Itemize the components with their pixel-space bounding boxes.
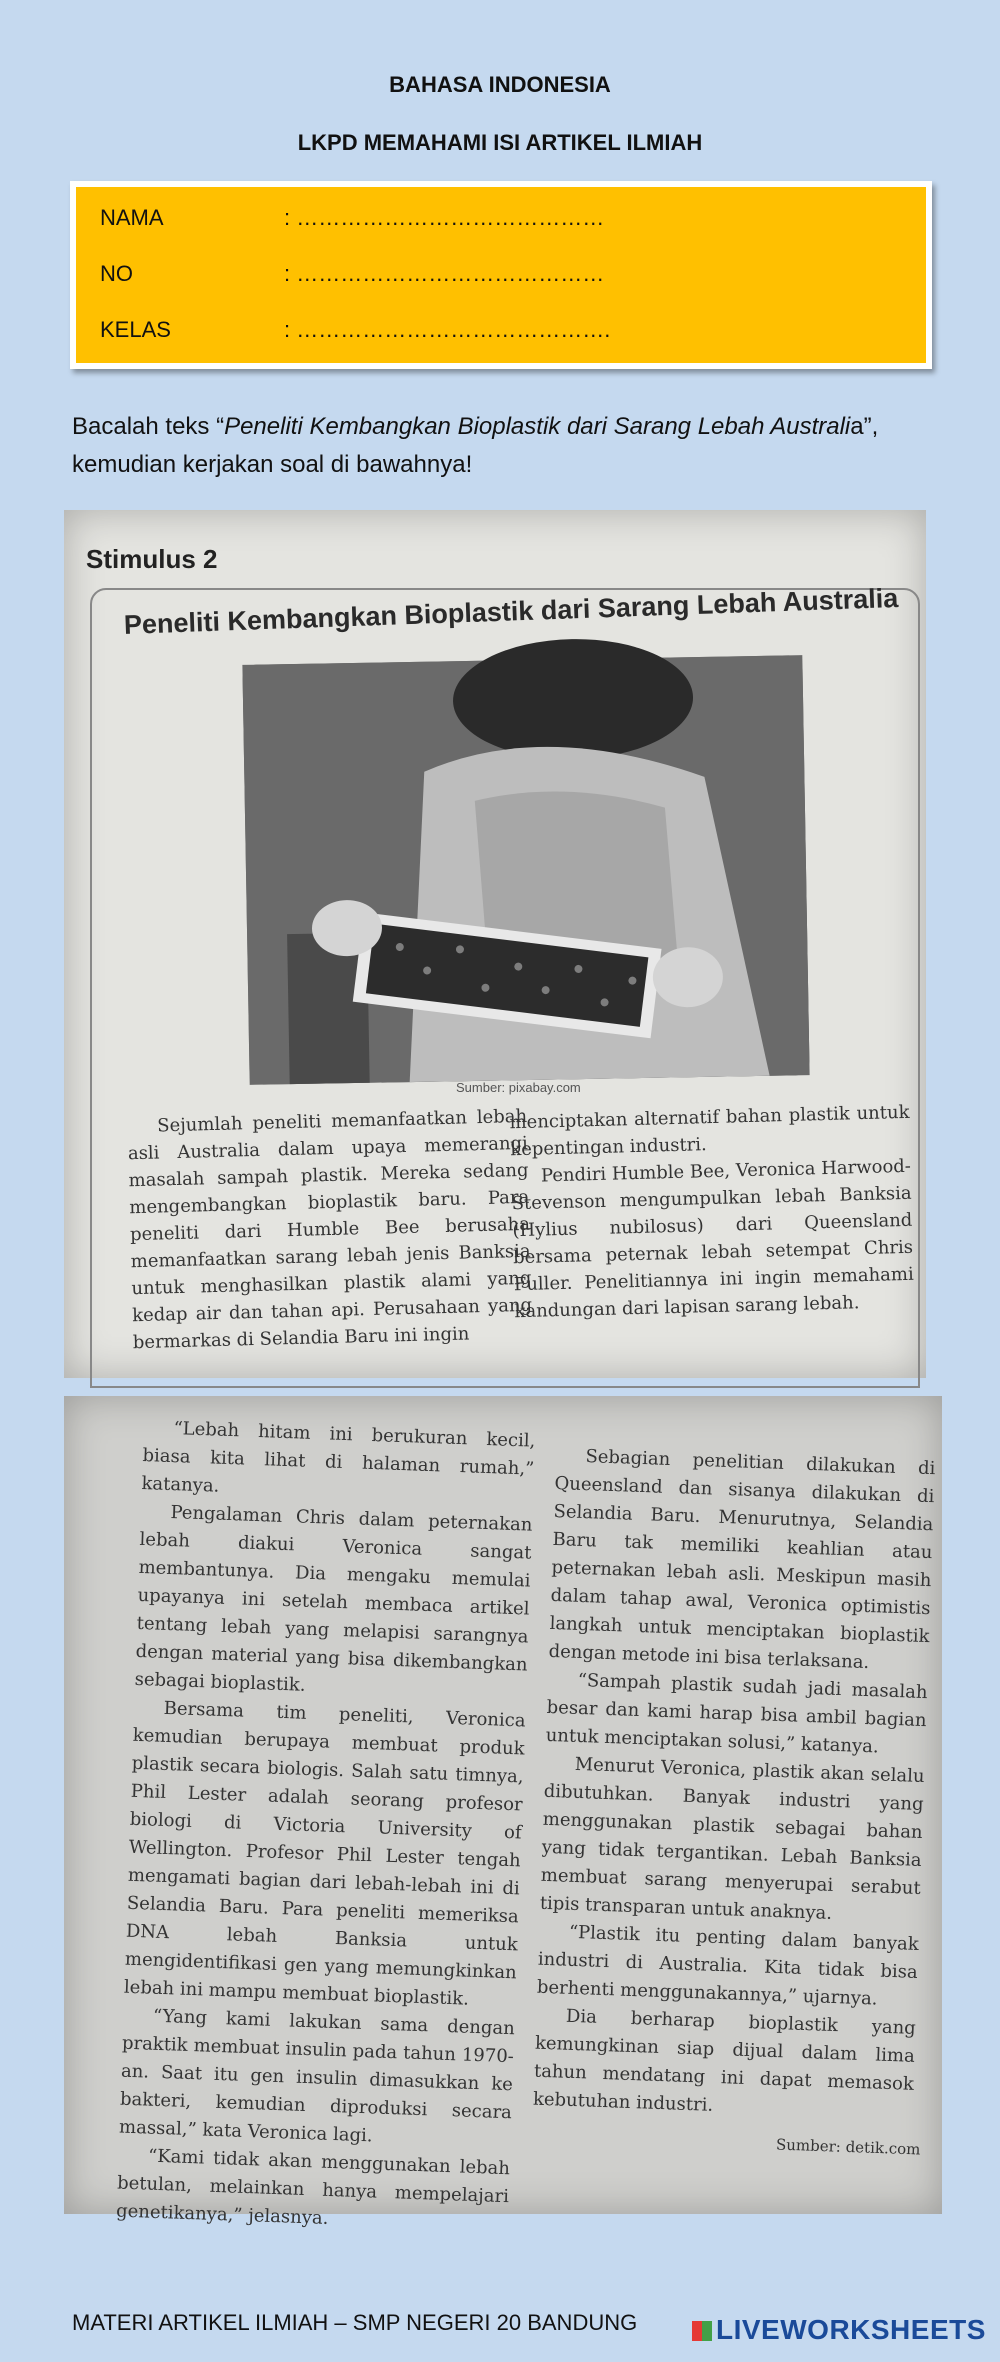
article-paragraph: Sejumlah peneliti memanfaatkan lebah asli Australia dalam upaya memerangi masalah sampah plastik. Mereka sedang mengembangkan bioplastik baru. Para peneliti dari Humble Bee berusaha memanfaatkan sarang lebah jenis Banksia untuk menghasilkan plastik alami yang kedap air dan tahan api. Perusahaan yang bermarkas di Selandia Baru ini ingin: [127, 1105, 533, 1354]
article-paragraph: “Kami tidak akan menggunakan lebah betulan, melainkan hanya mempelajari genetikanya,” jelasnya.: [115, 2145, 511, 2229]
instruction-text: [72, 408, 942, 484]
subject-title: BAHASA INDONESIA: [389, 72, 611, 97]
identity-blank[interactable]: : ……………………………………: [284, 261, 605, 286]
article-photo-page-1: [64, 510, 926, 1378]
article-paragraph: Sebagian penelitian dilakukan di Queensland dan sisanya dilakukan di Selandia Baru. Menurutnya, Selandia Baru tak memiliki keahlian atau peternakan lebah asli. Meskipun masih dalam tahap awal, Veronica optimistis langkah untuk menciptakan bioplastik dengan metode ini bisa terlaksana.: [548, 1446, 936, 1674]
article-photo-page-2: [64, 1396, 942, 2229]
article-paragraph: Bersama tim peneliti, Veronica kemudian berupaya membuat produk plastik secara biologis. Salah satu timnya, Phil Lester adalah seorang profesor biologi di Victoria University of Wellington. Profesor Phil Lester tengah mengamati bagian dari lebah-lebah ini di Selandia Baru. Para peneliti memeriksa DNA lebah Banksia untuk mengidentifikasi gen yang memungkinkan lebah ini mampu membuat bioplastik.: [123, 1697, 526, 2010]
article-title: Peneliti Kembangkan Bioplastik dari Sarang Lebah Australia: [123, 582, 899, 640]
identity-row-nama: [100, 205, 604, 231]
article-paragraph: “Sampah plastik sudah jadi masalah besar dan kami harap bisa ambil bagian untuk menciptakan solusi,” katanya.: [545, 1669, 928, 1758]
article-column-1: [127, 1103, 533, 1356]
photo-caption: Sumber: pixabay.com: [456, 1080, 581, 1095]
article-column-1: [116, 1414, 536, 2239]
article-paragraph: Menurut Veronica, plastik akan selalu dibutuhkan. Banyak industri yang menggunakan plastik sebagai bahan yang tidak tergantikan. Lebah Banksia membuat sarang menyerupai serabut tipis transparan untuk anaknya.: [539, 1753, 925, 1924]
identity-label: NO: [100, 261, 133, 286]
article-paragraph: Pendiri Humble Bee, Veronica Harwood-Stevenson mengumpulkan lebah Banksia (Hylius nubilosus) dari Queensland bersama peternak lebah setempat Chris Fuller. Penelitiannya ini ingin memahami kandungan dari lapisan sarang lebah.: [511, 1155, 914, 1323]
article-paragraph: menciptakan alternatif bahan plastik untuk kepentingan industri.: [509, 1101, 910, 1161]
article-column-2: [509, 1099, 915, 1325]
liveworksheets-icon: [692, 2321, 712, 2341]
identity-label: KELAS: [100, 317, 171, 342]
identity-row-no: [100, 261, 604, 287]
beekeeper-image: [242, 655, 809, 1085]
brand-label: LIVEWORKSHEETS: [716, 2314, 986, 2345]
instruction-suffix: a”, kemudian kerjakan soal di bawahnya!: [72, 413, 879, 478]
instruction-article-title: Peneliti Kembangkan Bioplastik dari Sarang Lebah Australi: [224, 413, 851, 440]
identity-blank[interactable]: : ……………………………………: [284, 205, 605, 230]
stimulus-label: Stimulus 2: [86, 544, 218, 574]
article-paragraph: “Plastik itu penting dalam banyak industri di Australia. Kita tidak bisa berhenti menggunakannya,” ujarnya.: [536, 1921, 920, 2010]
identity-row-kelas: [100, 317, 610, 343]
student-identity-box: [70, 181, 932, 369]
footer-text: MATERI ARTIKEL ILMIAH – SMP NEGERI 20 BANDUNG: [72, 2310, 638, 2335]
article-paragraph: Pengalaman Chris dalam peternakan lebah diakui Veronica sangat membantunya. Dia mengaku memulai upayanya ini setelah membaca artikel tentang lebah yang melapisi sarangnya dengan material yang bisa dikembangkan sebagai bioplastik.: [134, 1501, 533, 1696]
article-paragraph: “Lebah hitam ini berukuran kecil, biasa kita lihat di halaman rumah,” katanya.: [141, 1418, 536, 1497]
article-source: Sumber: detik.com: [775, 2135, 921, 2159]
article-column-2: [533, 1442, 936, 2127]
worksheet-title: LKPD MEMAHAMI ISI ARTIKEL ILMIAH: [297, 130, 703, 155]
instruction-prefix: Bacalah teks “: [72, 413, 225, 440]
identity-label: NAMA: [100, 205, 164, 230]
article-paragraph: Dia berharap bioplastik yang kemungkinan siap dijual dalam lima tahun mendatang ini dapat memasok kebutuhan industri.: [532, 2005, 917, 2116]
article-paragraph: “Yang kami lakukan sama dengan praktik membuat insulin pada tahun 1970-an. Saat itu gen insulin dimasukkan ke bakteri, kemudian diproduksi secara massal,” kata Veronica lagi.: [118, 2005, 516, 2147]
liveworksheets-logo[interactable]: [692, 2314, 986, 2346]
identity-blank[interactable]: : …………………………………….: [284, 317, 611, 342]
